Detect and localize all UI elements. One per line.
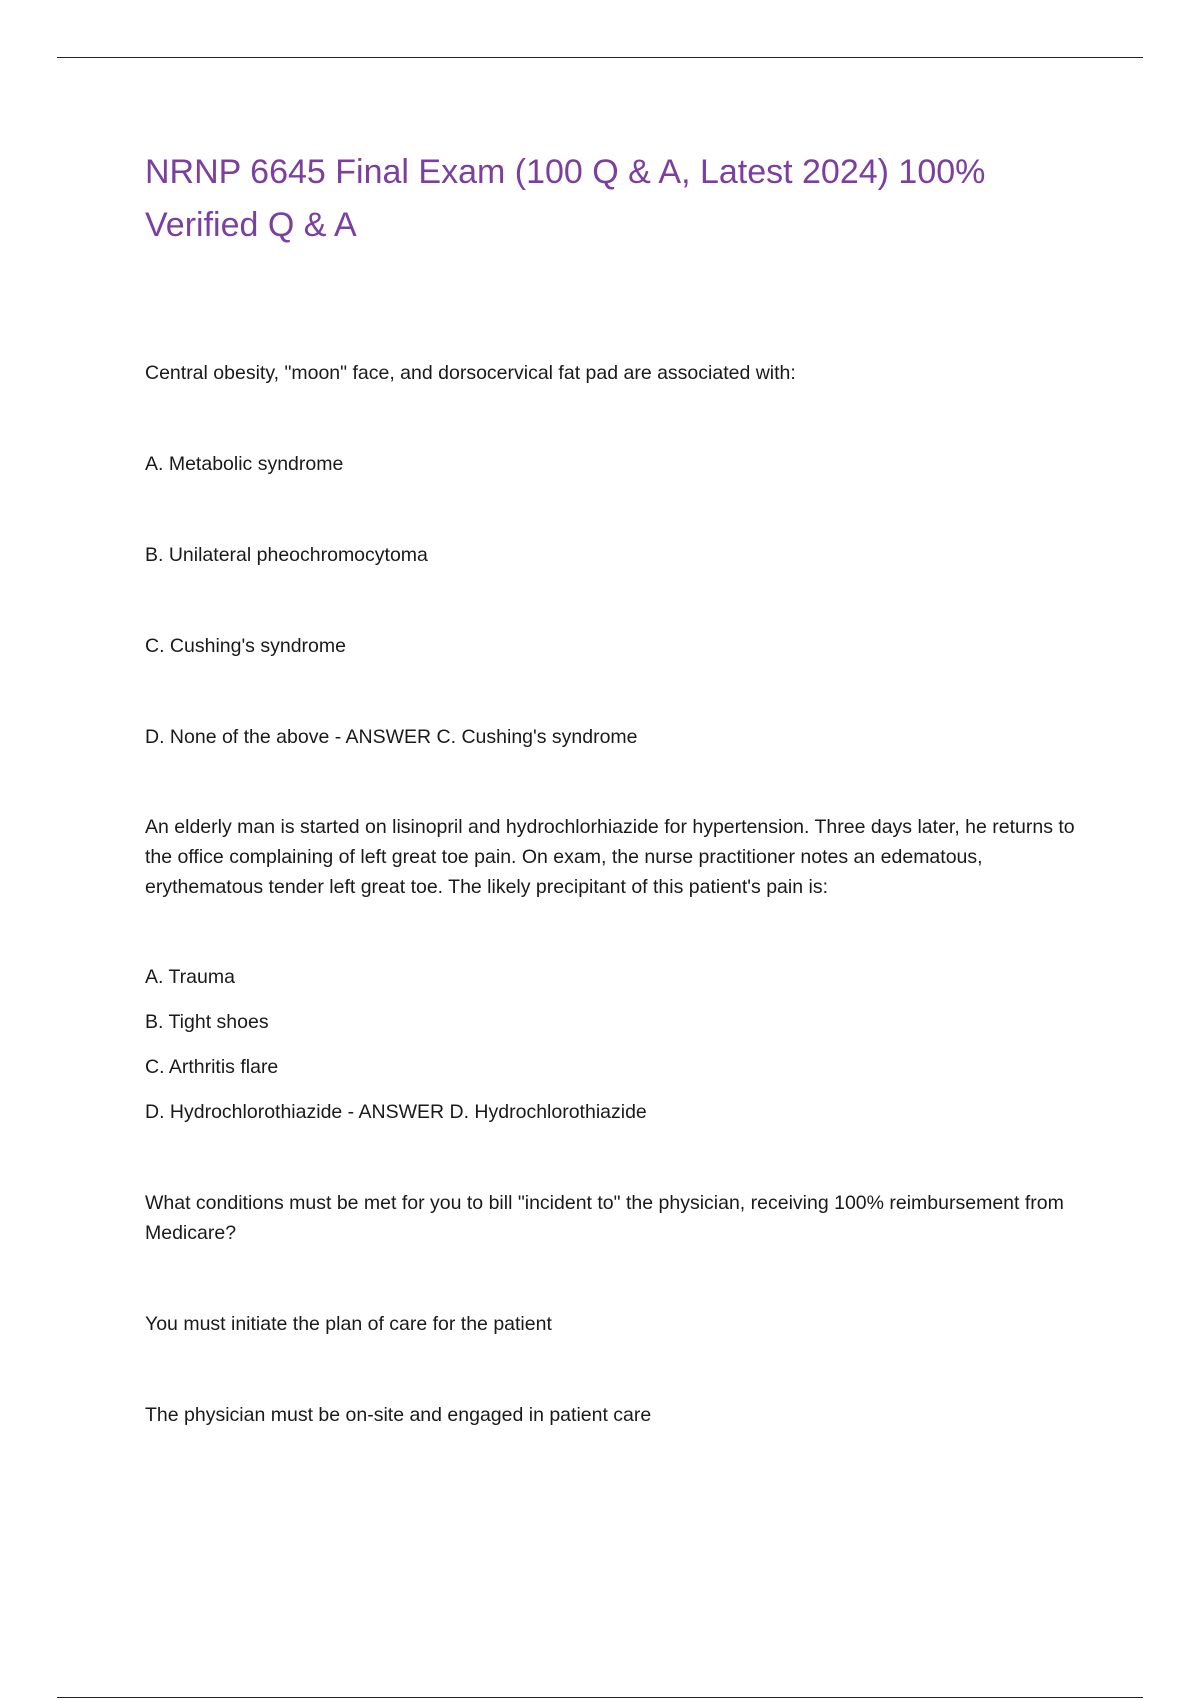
question-2-option-d-answer: D. Hydrochlorothiazide - ANSWER D. Hydrochlorothiazide bbox=[145, 1101, 647, 1123]
question-3-option-1: You must initiate the plan of care for the patient bbox=[145, 1313, 552, 1335]
question-2-option-a: A. Trauma bbox=[145, 966, 235, 988]
page-top-rule bbox=[57, 57, 1143, 58]
question-3-option-2: The physician must be on-site and engaged in patient care bbox=[145, 1404, 652, 1426]
page-bottom-rule bbox=[57, 1697, 1143, 1698]
question-1-option-a: A. Metabolic syndrome bbox=[145, 453, 344, 475]
question-1-option-c: C. Cushing's syndrome bbox=[145, 635, 346, 657]
question-1-option-b: B. Unilateral pheochromocytoma bbox=[145, 544, 428, 566]
question-2-option-c: C. Arthritis flare bbox=[145, 1056, 279, 1078]
question-1-text: Central obesity, "moon" face, and dorsocervical fat pad are associated with: bbox=[145, 362, 796, 384]
question-2-option-b: B. Tight shoes bbox=[145, 1011, 269, 1033]
question-1-option-d-answer: D. None of the above - ANSWER C. Cushing's syndrome bbox=[145, 726, 638, 748]
document-title: NRNP 6645 Final Exam (100 Q & A, Latest 2024) 100% Verified Q & A bbox=[145, 153, 986, 244]
question-3-text: What conditions must be met for you to bill "incident to" the physician, receiving 100% reimbursement from Medicare? bbox=[145, 1192, 1064, 1244]
question-2-text: An elderly man is started on lisinopril and hydrochlorhiazide for hypertension. Three days later, he returns to the office complaining of left great toe pain. On exam, the nurse practitioner notes an edematous, erythematous tender left great toe. The likely precipitant of this patient's pain is: bbox=[145, 816, 1075, 898]
